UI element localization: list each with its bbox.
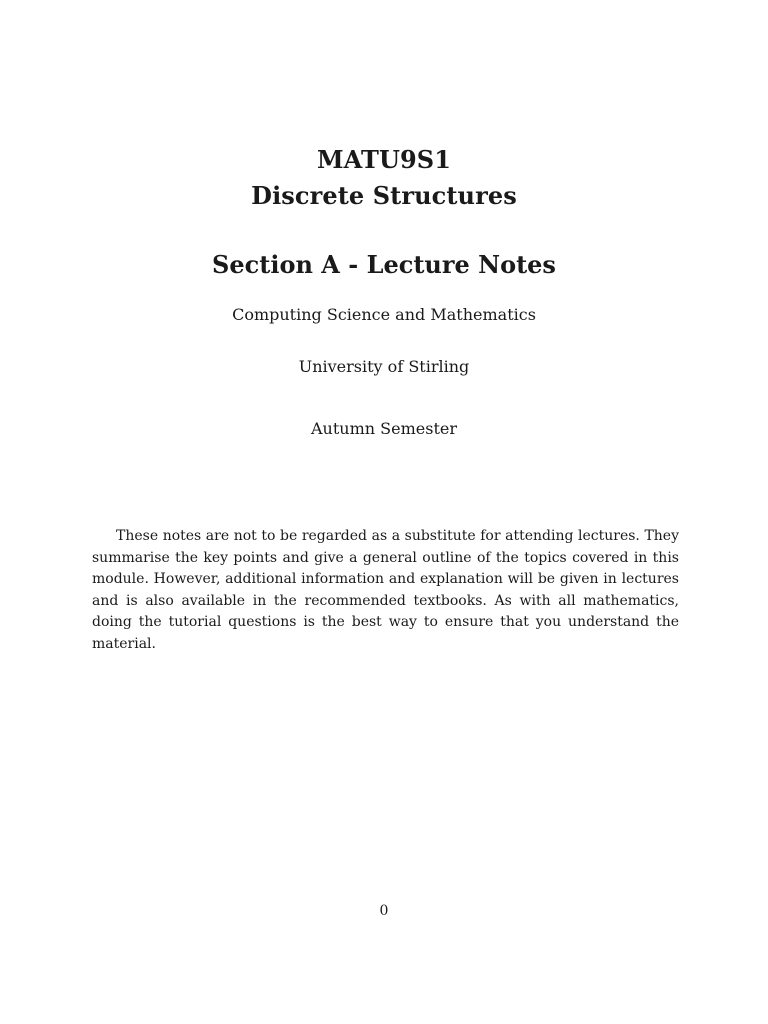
document-title <box>0 142 768 214</box>
semester: Autumn Semester <box>311 419 457 438</box>
page-number: 0 <box>379 903 389 919</box>
section-title: Section A - Lecture Notes <box>212 250 556 279</box>
department: Computing Science and Mathematics <box>232 305 536 324</box>
university: University of Stirling <box>298 357 470 376</box>
disclaimer-paragraph: These notes are not to be regarded as a substitute for attending lectures. They summarise the key points and give a general outline of the topics covered in this module. However, additional information and explanation will be given in lectures and is also available in the recommended textbooks. As with all mathematics, doing the tutorial questions is the best way to ensure that you understand the material. <box>92 528 679 652</box>
course-name: Discrete Structures <box>251 181 517 210</box>
course-code: MATU9S1 <box>316 145 452 174</box>
